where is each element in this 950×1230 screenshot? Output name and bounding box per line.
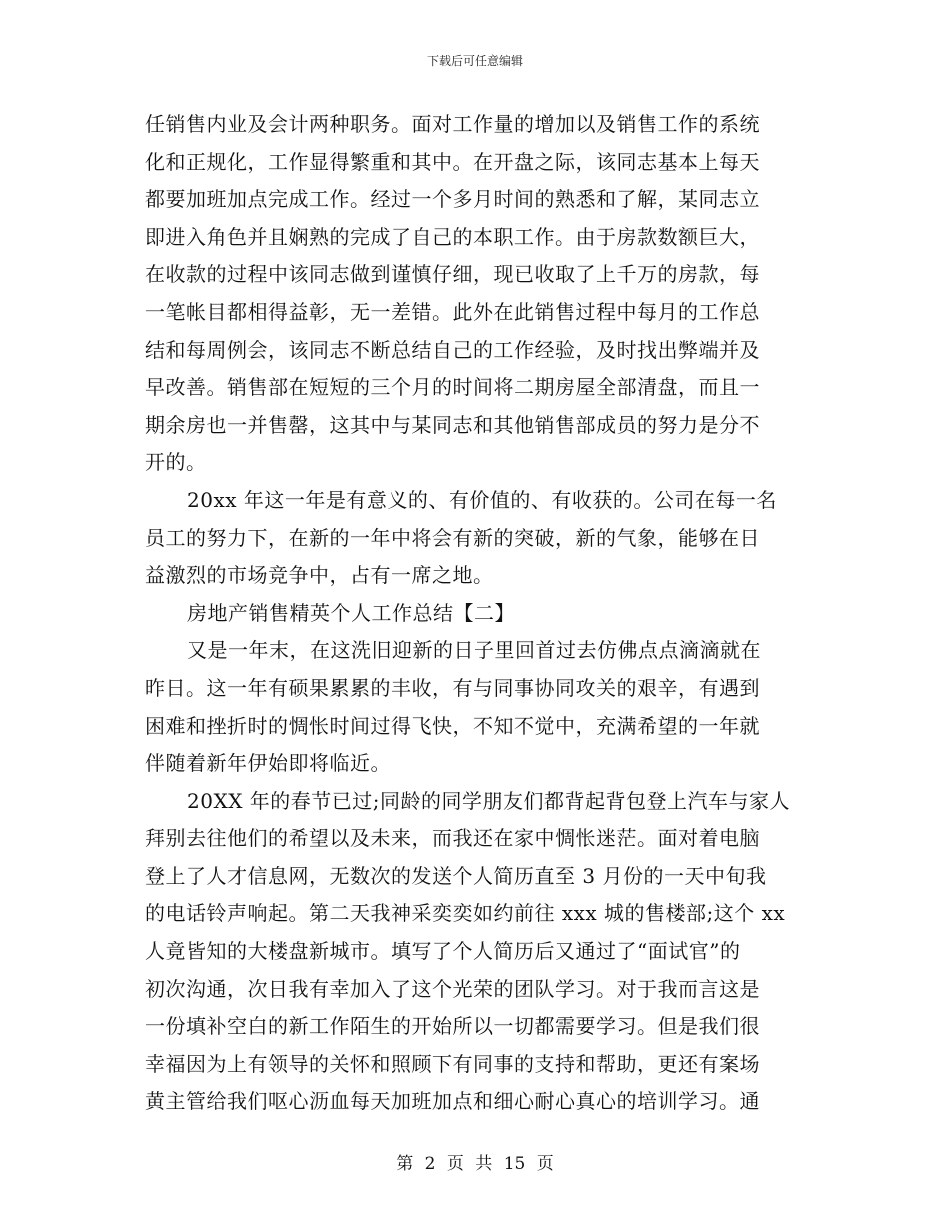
- text-line: 困难和挫折时的惆怅时间过得飞快，不知不觉中，充满希望的一年就: [145, 713, 760, 738]
- text-line: 的电话铃声响起。第二天我神采奕奕如约前往 xxx 城的售楼部;这个 xx: [145, 901, 786, 926]
- text-line: 一笔帐目都相得益彰，无一差错。此外在此销售过程中每月的工作总: [145, 299, 760, 324]
- text-line: 即进入角色并且娴熟的完成了自己的本职工作。由于房款数额巨大，: [145, 224, 760, 249]
- text-line: 黄主管给我们呕心沥血每天加班加点和细心耐心真心的培训学习。通: [145, 1089, 760, 1114]
- text-line: 益激烈的市场竞争中，占有一席之地。: [145, 563, 494, 588]
- text-line: 早改善。销售部在短短的三个月的时间将二期房屋全部清盘，而且一: [145, 375, 760, 400]
- text-line: 初次沟通，次日我有幸加入了这个光荣的团队学习。对于我而言这是: [145, 976, 760, 1001]
- page-number-footer: 第 2 页 共 15 页: [396, 1154, 554, 1174]
- text-line: 开的。: [145, 450, 207, 475]
- document-body: [145, 106, 805, 1121]
- paragraph-first-line: 20xx 年这一年是有意义的、有价值的、有收获的。公司在每一名: [187, 487, 777, 512]
- text-line: 幸福因为上有领导的关怀和照顾下有同事的支持和帮助，更还有案场: [145, 1051, 760, 1076]
- text-line: 伴随着新年伊始即将临近。: [145, 751, 391, 776]
- section-heading: 房地产销售精英个人工作总结【二】: [187, 600, 515, 625]
- paragraph-first-line: 又是一年末，在这洗旧迎新的日子里回首过去仿佛点点滴滴就在: [187, 638, 761, 663]
- text-line: 登上了人才信息网，无数次的发送个人简历直至 3 月份的一天中旬我: [145, 863, 767, 888]
- text-line: 结和每周例会，该同志不断总结自己的工作经验，及时找出弊端并及: [145, 337, 760, 362]
- text-line: 期余房也一并售罄，这其中与某同志和其他销售部成员的努力是分不: [145, 412, 760, 437]
- paragraph-first-line: 20XX 年的春节已过;同龄的同学朋友们都背起背包登上汽车与家人: [187, 788, 791, 813]
- text-line: 拜别去往他们的希望以及未来，而我还在家中惆怅迷茫。面对着电脑: [145, 826, 760, 851]
- text-line: 昨日。这一年有硕果累累的丰收，有与同事协同攻关的艰辛，有遇到: [145, 675, 760, 700]
- text-line: 化和正规化，工作显得繁重和其中。在开盘之际，该同志基本上每天: [145, 149, 760, 174]
- page-header: 下载后可任意编辑: [426, 54, 523, 68]
- text-line: 任销售内业及会计两种职务。面对工作量的增加以及销售工作的系统: [145, 112, 760, 136]
- text-line: 员工的努力下，在新的一年中将会有新的突破，新的气象，能够在日: [145, 525, 760, 550]
- text-line: 都要加班加点完成工作。经过一个多月时间的熟悉和了解，某同志立: [145, 187, 760, 212]
- text-line: 在收款的过程中该同志做到谨慎仔细，现已收取了上千万的房款，每: [145, 262, 760, 287]
- text-line: 一份填补空白的新工作陌生的开始所以一切都需要学习。但是我们很: [145, 1014, 760, 1039]
- text-line: 人竟皆知的大楼盘新城市。填写了个人简历后又通过了“面试官”的: [145, 939, 741, 964]
